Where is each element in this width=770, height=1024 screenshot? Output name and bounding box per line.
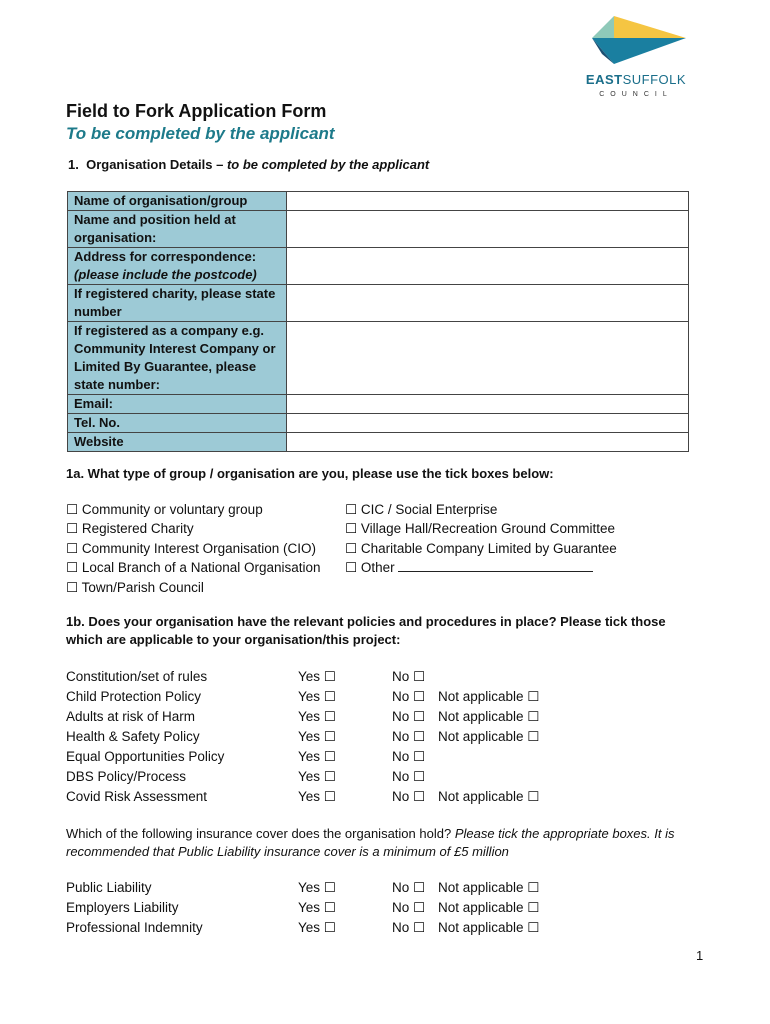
address-field[interactable]	[287, 248, 689, 285]
field-label: Tel. No.	[68, 414, 287, 433]
table-row	[68, 395, 689, 414]
yes-checkbox[interactable]: Yes ☐	[298, 669, 336, 684]
logo-subtitle: COUNCIL	[599, 91, 673, 98]
group-type-option[interactable]: ☐ CIC / Social Enterprise	[345, 502, 498, 517]
table-row	[68, 248, 689, 285]
group-type-left-column	[66, 500, 321, 597]
not-applicable-checkbox[interactable]: Not applicable ☐	[438, 900, 540, 915]
logo-mark-icon	[584, 14, 694, 70]
not-applicable-checkbox[interactable]: Not applicable ☐	[438, 880, 540, 895]
checkbox[interactable]: ☐	[66, 540, 79, 556]
yes-checkbox[interactable]: Yes ☐	[298, 880, 336, 895]
telephone-field[interactable]	[287, 414, 689, 433]
section-1a-heading: 1a. What type of group / organisation are you, please use the tick boxes below:	[66, 466, 554, 481]
table-row	[68, 192, 689, 211]
field-label: If registered as a company e.g. Community Interest Company or Limited By Guarantee, please state number:	[68, 322, 287, 395]
no-checkbox[interactable]: No ☐	[392, 669, 426, 684]
page-title: Field to Fork Application Form	[66, 101, 327, 121]
policy-name: Constitution/set of rules	[66, 669, 208, 684]
checkbox[interactable]: ☐	[66, 560, 79, 576]
group-type-right-column	[345, 500, 617, 578]
website-field[interactable]	[287, 433, 689, 452]
policy-name: Child Protection Policy	[66, 689, 202, 704]
company-number-field[interactable]	[287, 322, 689, 395]
group-type-option[interactable]: ☐ Local Branch of a National Organisation	[66, 560, 321, 576]
group-type-option[interactable]: ☐ Community or voluntary group	[66, 502, 263, 517]
not-applicable-checkbox[interactable]: Not applicable ☐	[438, 729, 540, 744]
organisation-name-field[interactable]	[287, 192, 689, 211]
east-suffolk-logo	[578, 14, 694, 98]
insurance-name: Professional Indemnity	[66, 920, 203, 935]
policy-name: Equal Opportunities Policy	[66, 749, 225, 764]
other-text-line[interactable]	[398, 559, 593, 572]
checkbox[interactable]: ☐	[345, 560, 358, 576]
not-applicable-checkbox[interactable]: Not applicable ☐	[438, 689, 540, 704]
name-position-field[interactable]	[287, 211, 689, 248]
page-number: 1	[696, 948, 704, 963]
group-type-option[interactable]: ☐ Community Interest Organisation (CIO)	[66, 540, 316, 556]
table-row	[68, 322, 689, 395]
not-applicable-checkbox[interactable]: Not applicable ☐	[438, 789, 540, 804]
checkbox[interactable]: ☐	[345, 502, 358, 517]
table-row	[68, 211, 689, 248]
field-label: Address for correspondence: (please include the postcode)	[68, 248, 287, 285]
yes-checkbox[interactable]: Yes ☐	[298, 689, 336, 704]
no-checkbox[interactable]: No ☐	[392, 749, 426, 764]
field-label: Website	[68, 433, 287, 452]
organisation-details-table	[67, 191, 689, 452]
group-type-option[interactable]: ☐ Town/Parish Council	[66, 579, 204, 595]
no-checkbox[interactable]: No ☐	[392, 920, 426, 935]
no-checkbox[interactable]: No ☐	[392, 880, 426, 895]
field-label: Name and position held at organisation:	[68, 211, 287, 248]
page-subtitle: To be completed by the applicant	[66, 124, 335, 143]
yes-checkbox[interactable]: Yes ☐	[298, 920, 336, 935]
checkbox[interactable]: ☐	[66, 521, 79, 537]
group-type-option[interactable]: ☐ Charitable Company Limited by Guarantee	[345, 540, 617, 556]
policy-name: DBS Policy/Process	[66, 769, 187, 784]
field-label: Name of organisation/group	[68, 192, 287, 211]
yes-checkbox[interactable]: Yes ☐	[298, 789, 336, 804]
no-checkbox[interactable]: No ☐	[392, 769, 426, 784]
checkbox[interactable]: ☐	[345, 521, 358, 537]
group-type-option[interactable]: ☐ Village Hall/Recreation Ground Committee	[345, 521, 615, 537]
checkbox[interactable]: ☐	[66, 579, 79, 595]
section-1-heading: 1. Organisation Details – to be completed by the applicant	[68, 157, 430, 172]
field-label: If registered charity, please state number	[68, 285, 287, 322]
policy-name: Covid Risk Assessment	[66, 789, 208, 804]
yes-checkbox[interactable]: Yes ☐	[298, 709, 336, 724]
insurance-name: Employers Liability	[66, 900, 179, 915]
table-row	[68, 414, 689, 433]
yes-checkbox[interactable]: Yes ☐	[298, 729, 336, 744]
yes-checkbox[interactable]: Yes ☐	[298, 900, 336, 915]
no-checkbox[interactable]: No ☐	[392, 709, 426, 724]
insurance-name: Public Liability	[66, 880, 152, 895]
checkbox[interactable]: ☐	[66, 502, 79, 517]
no-checkbox[interactable]: No ☐	[392, 689, 426, 704]
yes-checkbox[interactable]: Yes ☐	[298, 749, 336, 764]
not-applicable-checkbox[interactable]: Not applicable ☐	[438, 920, 540, 935]
no-checkbox[interactable]: No ☐	[392, 789, 426, 804]
charity-number-field[interactable]	[287, 285, 689, 322]
table-row	[68, 433, 689, 452]
not-applicable-checkbox[interactable]: Not applicable ☐	[438, 709, 540, 724]
section-1b-heading: 1b. Does your organisation have the relevant policies and procedures in place? Please tick those which are applicable to your organisation/this project:	[66, 614, 666, 647]
no-checkbox[interactable]: No ☐	[392, 729, 426, 744]
group-type-option[interactable]: ☐ Other	[345, 558, 617, 577]
checkbox[interactable]: ☐	[345, 540, 358, 556]
email-field[interactable]	[287, 395, 689, 414]
policy-name: Adults at risk of Harm	[66, 709, 196, 724]
policy-name: Health & Safety Policy	[66, 729, 200, 744]
table-row	[68, 285, 689, 322]
logo-wordmark: EASTSUFFOLK	[585, 72, 687, 87]
insurance-question: Which of the following insurance cover does the organisation hold? Please tick the appropriate boxes. It is recommended that Public Liability insurance cover is a minimum of £5 million	[66, 826, 675, 859]
yes-checkbox[interactable]: Yes ☐	[298, 769, 336, 784]
field-label: Email:	[68, 395, 287, 414]
group-type-option[interactable]: ☐ Registered Charity	[66, 521, 194, 537]
no-checkbox[interactable]: No ☐	[392, 900, 426, 915]
